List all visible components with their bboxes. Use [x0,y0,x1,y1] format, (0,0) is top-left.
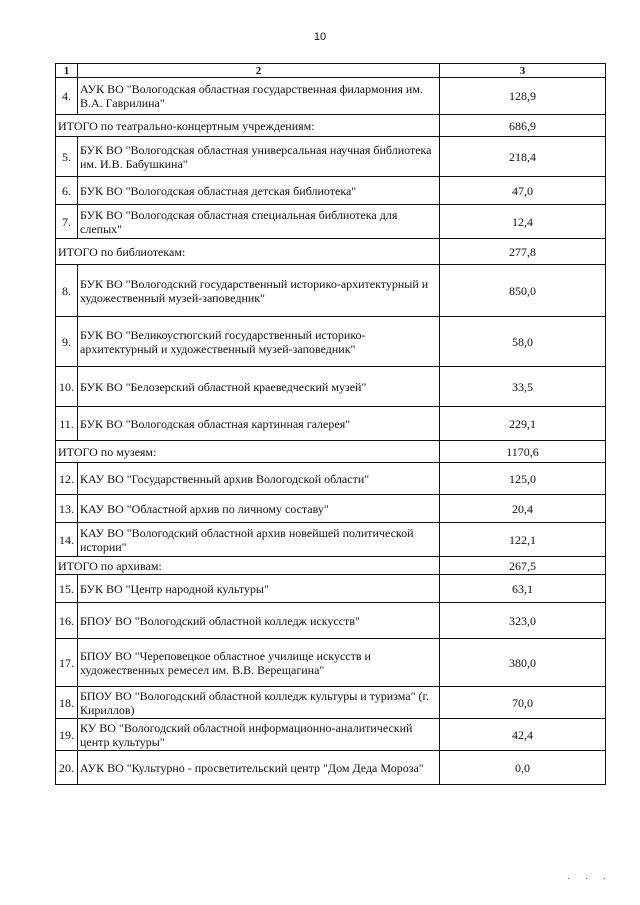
total-label: ИТОГО по архивам: [56,557,440,575]
total-value: 267,5 [440,557,606,575]
institution-name: БУК ВО "Вологодский государственный историко-архитектурный и художественный музей-заповедник" [78,265,440,317]
amount-value: 70,0 [440,687,606,719]
table-row [56,751,606,785]
amount-value: 20,4 [440,495,606,523]
table-row [56,495,606,523]
amount-value: 12,4 [440,205,606,239]
page-number: 10 [313,31,327,43]
table-body [56,64,606,785]
total-row [56,557,606,575]
total-label: ИТОГО по театрально-концертным учреждениям: [56,115,440,137]
amount-value: 0,0 [440,751,606,785]
total-label: ИТОГО по музеям: [56,441,440,463]
row-number: 13. [56,495,78,523]
total-label: ИТОГО по библиотекам: [56,239,440,265]
row-number: 15. [56,575,78,603]
amount-value: 323,0 [440,603,606,639]
budget-table [55,63,606,785]
header-col-3: 3 [440,64,606,78]
table-row [56,575,606,603]
institution-name: КАУ ВО "Вологодский областной архив новейшей политической истории" [78,523,440,557]
row-number: 19. [56,719,78,751]
institution-name: БУК ВО "Вологодская областная картинная галерея" [78,407,440,441]
table-row [56,523,606,557]
table-row [56,137,606,177]
amount-value: 58,0 [440,317,606,367]
amount-value: 33,5 [440,367,606,407]
institution-name: БУК ВО "Центр народной культуры" [78,575,440,603]
institution-name: БПОУ ВО "Вологодский областной колледж культуры и туризма" (г. Кириллов) [78,687,440,719]
institution-name: АУК ВО "Вологодская областная государственная филармония им. В.А. Гаврилина" [78,78,440,115]
table-row [56,205,606,239]
total-value: 1170,6 [440,441,606,463]
row-number: 16. [56,603,78,639]
row-number: 7. [56,205,78,239]
table-row [56,265,606,317]
total-row [56,115,606,137]
table-row [56,687,606,719]
header-col-2: 2 [78,64,440,78]
amount-value: 128,9 [440,78,606,115]
table-row [56,719,606,751]
institution-name: КУ ВО "Вологодский областной информационно-аналитический центр культуры" [78,719,440,751]
table-row [56,639,606,687]
header-row [56,64,606,78]
table-row [56,317,606,367]
row-number: 4. [56,78,78,115]
institution-name: БУК ВО "Вологодская областная специальная библиотека для слепых" [78,205,440,239]
amount-value: 122,1 [440,523,606,557]
amount-value: 850,0 [440,265,606,317]
amount-value: 218,4 [440,137,606,177]
institution-name: БУК ВО "Вологодская областная универсальная научная библиотека им. И.В. Бабушкина" [78,137,440,177]
amount-value: 47,0 [440,177,606,205]
row-number: 10. [56,367,78,407]
row-number: 14. [56,523,78,557]
amount-value: 42,4 [440,719,606,751]
table-row [56,177,606,205]
scan-marks: · · · [567,874,612,885]
row-number: 18. [56,687,78,719]
amount-value: 125,0 [440,463,606,495]
row-number: 8. [56,265,78,317]
amount-value: 229,1 [440,407,606,441]
institution-name: КАУ ВО "Государственный архив Вологодской области" [78,463,440,495]
institution-name: БУК ВО "Великоустюгский государственный историко-архитектурный и художественный музей-заповедник" [78,317,440,367]
institution-name: БПОУ ВО "Вологодский областной колледж искусств" [78,603,440,639]
row-number: 11. [56,407,78,441]
row-number: 20. [56,751,78,785]
total-value: 277,8 [440,239,606,265]
row-number: 17. [56,639,78,687]
institution-name: АУК ВО "Культурно - просветительский центр "Дом Деда Мороза" [78,751,440,785]
table-row [56,603,606,639]
amount-value: 63,1 [440,575,606,603]
table-row [56,463,606,495]
institution-name: КАУ ВО "Областной архив по личному составу" [78,495,440,523]
total-value: 686,9 [440,115,606,137]
institution-name: БПОУ ВО "Череповецкое областное училище искусств и художественных ремесел им. В.В. Верещагина" [78,639,440,687]
total-row [56,441,606,463]
row-number: 9. [56,317,78,367]
row-number: 6. [56,177,78,205]
amount-value: 380,0 [440,639,606,687]
table-row [56,367,606,407]
header-col-1: 1 [56,64,78,78]
row-number: 12. [56,463,78,495]
institution-name: БУК ВО "Белозерский областной краеведческий музей" [78,367,440,407]
total-row [56,239,606,265]
table-row [56,78,606,115]
table-row [56,407,606,441]
row-number: 5. [56,137,78,177]
institution-name: БУК ВО "Вологодская областная детская библиотека" [78,177,440,205]
